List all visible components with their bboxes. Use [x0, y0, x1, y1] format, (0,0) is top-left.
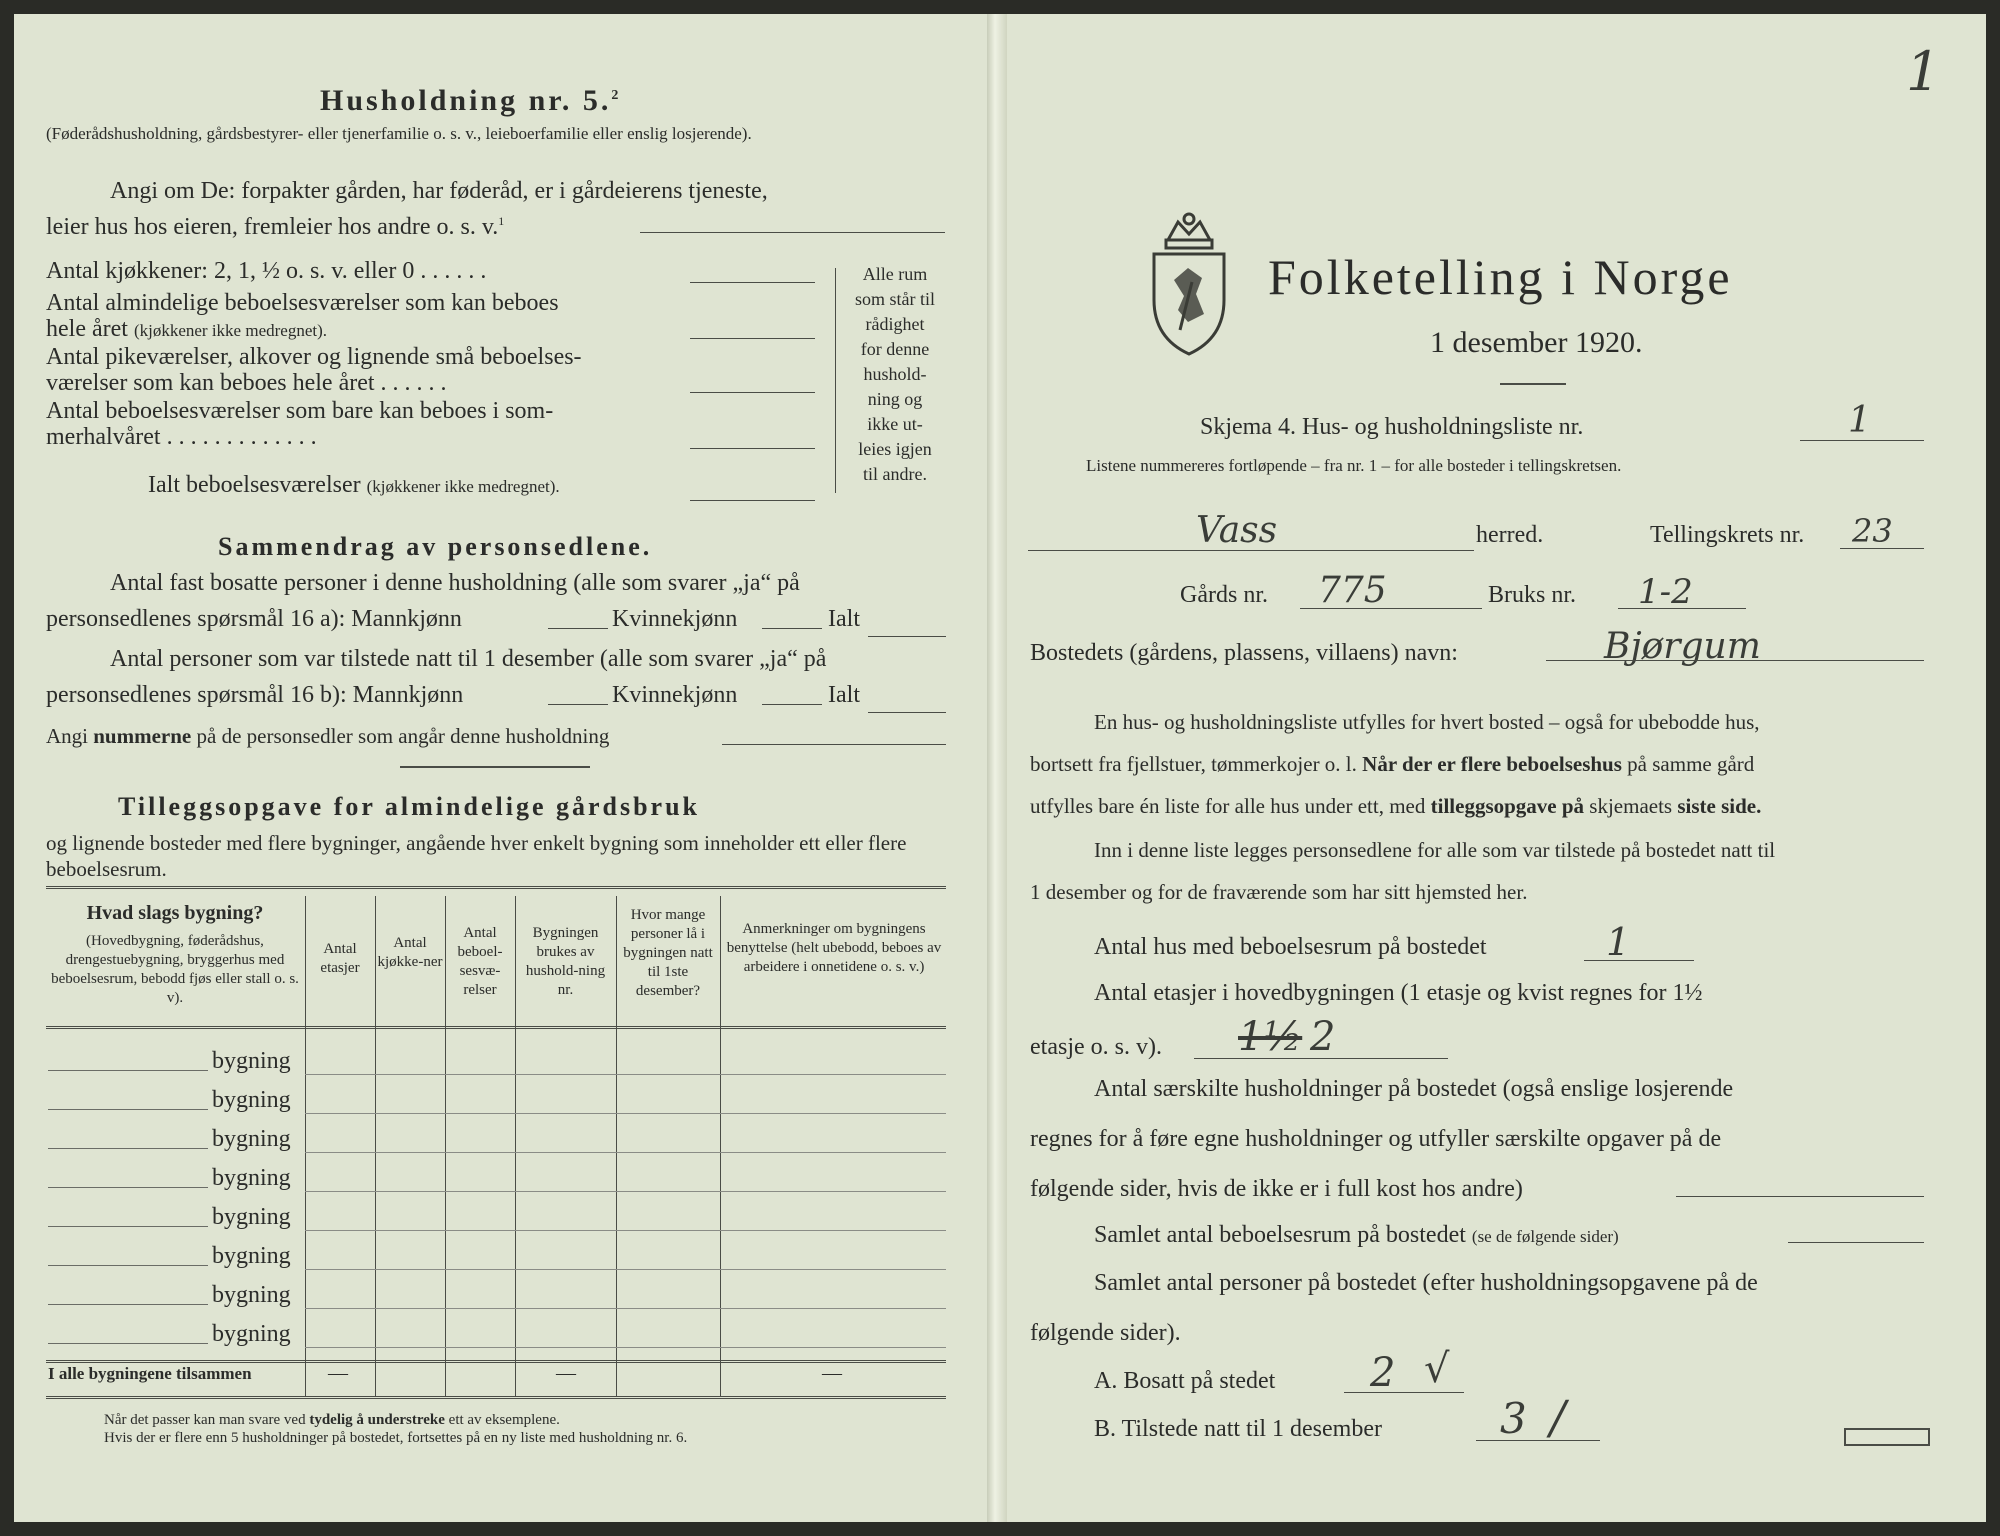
table-row	[48, 1157, 946, 1195]
krets-value: 23	[1852, 512, 1893, 550]
gards-answer-line	[1300, 608, 1482, 609]
floors-line-2: etasje o. s. v).	[1030, 1034, 1162, 1060]
resident-check-mark: √	[1424, 1346, 1450, 1392]
side-note-line: som står til	[855, 289, 935, 309]
supplement-subtitle: og lignende bosteder med flere bygninger, angående hver enkelt bygning som inneholder ett eller flere beboelsesrum.	[46, 831, 907, 881]
ask-line-1: Angi om De: forpakter gården, har føderåd, er i gårdeierens tjeneste,	[110, 178, 768, 204]
summary-p1-line-1: Antal fast bosatte personer i denne husholdning (alle som svarer „ja“ på	[110, 570, 800, 596]
row-label: bygning	[212, 1204, 291, 1230]
section-divider	[400, 766, 590, 768]
form-date: 1 desember 1920.	[1430, 326, 1643, 359]
row-fill-line	[48, 1187, 208, 1188]
form-title: Folketelling i Norge	[1268, 249, 1733, 305]
row-label: bygning	[212, 1243, 291, 1269]
side-note-line: rådighet	[865, 314, 925, 334]
kitchens-label: Antal kjøkkener: 2, 1, ½ o. s. v. eller 0 . . . . . .	[46, 258, 487, 284]
summary-title: Sammendrag av personsedlene.	[218, 532, 653, 561]
row-fill-line	[48, 1343, 208, 1344]
households-line-2: regnes for å føre egne husholdninger og utfyller særskilte opgaver på de	[1030, 1126, 1722, 1152]
row-fill-line	[48, 1265, 208, 1266]
resident-label: A. Bosatt på stedet	[1094, 1368, 1276, 1394]
row-label: bygning	[212, 1282, 291, 1308]
krets-label: Tellingskrets nr.	[1650, 522, 1805, 548]
header-remarks: Anmerkninger om bygningens benyttelse (helt ubebodd, beboes av arbeidere i onnetidene o. s. v.)	[726, 921, 942, 975]
side-note-line: til andre.	[863, 464, 927, 484]
households-answer-line	[1676, 1196, 1924, 1197]
persons-line-2: følgende sider).	[1030, 1320, 1181, 1346]
male-resident-line	[548, 628, 608, 629]
table-row	[48, 1313, 946, 1351]
table-bottom-rule	[46, 1396, 946, 1399]
male-present-line	[548, 704, 608, 705]
row-label: bygning	[212, 1048, 291, 1074]
total-resident-line	[868, 636, 946, 637]
ask-answer-line	[640, 232, 945, 233]
supplement-title: Tilleggsopgave for almindelige gårdsbruk	[118, 792, 701, 821]
table-row	[48, 1274, 946, 1312]
header-used-by: Bygningen brukes av hushold-ning nr.	[525, 925, 606, 998]
schema-number: 1	[1848, 400, 1871, 441]
printer-stamp	[1844, 1428, 1930, 1446]
summary-p1-line-2: personsedlenes spørsmål 16 a): Mannkjønn	[46, 606, 462, 632]
page-fold	[987, 14, 1007, 1522]
row-divider	[305, 1152, 946, 1153]
table-row	[48, 1079, 946, 1117]
total-dash-used-by: —	[556, 1362, 576, 1384]
summer-rooms-line-2: merhalvåret . . . . . . . . . . . . .	[46, 424, 317, 450]
header-persons: Hvor mange personer lå i bygningen natt til 1ste desember?	[623, 907, 713, 999]
header-floors: Antal etasjer	[320, 941, 360, 976]
title-divider	[1500, 383, 1566, 385]
total-present-line	[868, 712, 946, 713]
para1-line-2: bortsett fra fjellstuer, tømmerkojer o. l. Når der er flere beboelseshus på samme gård	[1030, 752, 1755, 776]
rooms-answer-line	[690, 338, 815, 339]
kitchens-answer-line	[690, 282, 815, 283]
herred-answer-line	[1028, 550, 1474, 551]
footnote-1: Når det passer kan man svare ved tydelig å understreke ett av eksemplene.	[104, 1412, 560, 1428]
header-kitchens: Antal kjøkke-ner	[377, 935, 443, 970]
row-fill-line	[48, 1109, 208, 1110]
bruks-label: Bruks nr.	[1488, 582, 1577, 608]
maid-rooms-answer-line	[690, 392, 815, 393]
ask-line-2: leier hus hos eieren, fremleier hos andre o. s. v.$^1$	[46, 214, 505, 240]
side-note-line: hushold-	[863, 364, 927, 384]
bosted-answer-line	[1546, 660, 1924, 661]
gards-label: Gårds nr.	[1180, 582, 1268, 608]
gards-value: 775	[1318, 570, 1387, 611]
present-label: B. Tilstede natt til 1 desember	[1094, 1416, 1382, 1442]
floors-line-1: Antal etasjer i hovedbygningen (1 etasje og kvist regnes for 1½	[1094, 980, 1703, 1006]
houses-answer-line	[1584, 960, 1694, 961]
para2-line-1: Inn i denne liste legges personsedlene for alle som var tilstede på bostedet natt til	[1094, 838, 1776, 862]
row-label: bygning	[212, 1087, 291, 1113]
table-header-rule	[46, 1026, 946, 1029]
header-building-type: Hvad slags bygning?	[86, 902, 264, 924]
rooms-line-1: Antal almindelige beboelsesværelser som kan beboes	[46, 290, 559, 316]
table-row	[48, 1235, 946, 1273]
bruks-answer-line	[1618, 608, 1746, 609]
summary-p2-line-2: personsedlenes spørsmål 16 b): Mannkjønn	[46, 682, 464, 708]
para1-line-1: En hus- og husholdningsliste utfylles for hvert bosted – også for ubebodde hus,	[1094, 710, 1760, 734]
total-rooms-answer-line	[690, 500, 815, 501]
present-answer-line	[1476, 1440, 1600, 1441]
herred-label: herred.	[1476, 522, 1544, 548]
para2-line-2: 1 desember og for de fraværende som har sitt hjemsted her.	[1030, 880, 1528, 904]
row-divider	[305, 1269, 946, 1270]
row-fill-line	[48, 1148, 208, 1149]
row-divider	[305, 1113, 946, 1114]
row-divider	[305, 1308, 946, 1309]
households-line-1: Antal særskilte husholdninger på bostedet (også enslige losjerende	[1094, 1076, 1734, 1102]
floors-crossed-mark: 1½	[1238, 1014, 1303, 1060]
row-label: bygning	[212, 1126, 291, 1152]
female-label-1: Kvinnekjønn	[612, 606, 738, 632]
total-dash-floors: —	[328, 1362, 348, 1384]
bruks-value: 1-2	[1638, 572, 1693, 612]
row-fill-line	[48, 1070, 208, 1071]
maid-rooms-line-1: Antal pikeværelser, alkover og lignende små beboelses-	[46, 344, 582, 370]
persons-line-1: Samlet antal personer på bostedet (efter husholdningsopgavene på de	[1094, 1270, 1758, 1296]
side-note-line: ning og	[867, 389, 923, 409]
header-building-type-desc: (Hovedbygning, føderådshus, drengestuebygning, bryggerhus med beboelsesrum, bebodd fjøs eller stall o. s. v).	[51, 933, 299, 1006]
numbering-note: Listene nummereres fortløpende – fra nr. 1 – for alle bosteder i tellingskretsen.	[1086, 456, 1622, 475]
table-top-rule	[46, 886, 946, 889]
bosted-label: Bostedets (gårdens, plassens, villaens) navn:	[1030, 640, 1458, 666]
page-number-mark: 1	[1906, 40, 1941, 103]
female-present-line	[762, 704, 822, 705]
total-row-label: I alle bygningene tilsammen	[48, 1364, 252, 1383]
total-label-2: Ialt	[828, 682, 860, 708]
total-label-1: Ialt	[828, 606, 860, 632]
present-check-mark: /	[1550, 1390, 1566, 1444]
rooms-total-answer-line	[1788, 1242, 1924, 1243]
row-fill-line	[48, 1226, 208, 1227]
footnote-2: Hvis der er flere enn 5 husholdninger på bostedet, fortsettes på en ny liste med husholdning nr. 6.	[104, 1430, 688, 1446]
side-note-line: leies igjen	[858, 439, 932, 459]
table-row	[48, 1040, 946, 1078]
table-row	[48, 1118, 946, 1156]
households-line-3: følgende sider, hvis de ikke er i full kost hos andre)	[1030, 1176, 1523, 1202]
krets-answer-line	[1840, 548, 1924, 549]
schema-answer-line	[1800, 440, 1924, 441]
para1-line-3: utfylles bare én liste for alle hus under ett, med tilleggsopgave på skjemaets siste side.	[1030, 794, 1762, 818]
female-resident-line	[762, 628, 822, 629]
side-note-line: for denne	[860, 339, 930, 359]
maid-rooms-line-2: værelser som kan beboes hele året . . . . . .	[46, 370, 447, 396]
herred-value: Vass	[1196, 510, 1278, 551]
rooms-line-2: hele året (kjøkkener ikke medregnet).	[46, 316, 327, 342]
total-dash-remarks: —	[822, 1362, 842, 1384]
rooms-total-label: Samlet antal beboelsesrum på bostedet (se de følgende sider)	[1094, 1222, 1619, 1248]
row-divider	[305, 1347, 946, 1348]
side-note-line: ikke ut-	[867, 414, 923, 434]
resident-value: 2	[1370, 1350, 1396, 1396]
row-divider	[305, 1230, 946, 1231]
header-rooms: Antal beboel-sesvæ-relser	[457, 925, 503, 998]
floors-answer-line	[1194, 1058, 1448, 1059]
table-total-rule	[46, 1360, 946, 1363]
row-label: bygning	[212, 1165, 291, 1191]
summary-p2-line-1: Antal personer som var tilstede natt til 1 desember (alle som svarer „ja“ på	[110, 646, 827, 672]
row-divider	[305, 1191, 946, 1192]
table-row	[48, 1196, 946, 1234]
norway-coat-of-arms-icon	[1148, 210, 1230, 360]
houses-value: 1	[1606, 920, 1631, 964]
household-subtitle: (Føderådshusholdning, gårdsbestyrer- eller tjenerfamilie o. s. v., leieboerfamilie eller enslig losjerende).	[46, 124, 752, 143]
side-note	[840, 262, 950, 487]
row-divider	[305, 1074, 946, 1075]
female-label-2: Kvinnekjønn	[612, 682, 738, 708]
summer-rooms-line-1: Antal beboelsesværelser som bare kan beboes i som-	[46, 398, 554, 424]
row-label: bygning	[212, 1321, 291, 1347]
row-fill-line	[48, 1304, 208, 1305]
total-rooms-label: Ialt beboelsesværelser (kjøkkener ikke medregnet).	[148, 472, 560, 498]
houses-label: Antal hus med beboelsesrum på bostedet	[1094, 934, 1487, 960]
side-note-line: Alle rum	[862, 264, 928, 284]
present-value: 3	[1500, 1394, 1527, 1443]
numbers-line: Angi nummerne på de personsedler som angår denne husholdning	[46, 724, 610, 748]
resident-answer-line	[1344, 1392, 1464, 1393]
household-title: Husholdning nr. 5.$^2$	[320, 84, 622, 117]
side-note-bracket	[835, 268, 836, 493]
floors-value: 2	[1310, 1014, 1336, 1060]
summer-rooms-answer-line	[690, 448, 815, 449]
schema-label: Skjema 4. Hus- og husholdningsliste nr.	[1200, 414, 1584, 440]
bosted-value: Bjørgum	[1604, 626, 1761, 667]
numbers-answer-line	[722, 744, 946, 745]
